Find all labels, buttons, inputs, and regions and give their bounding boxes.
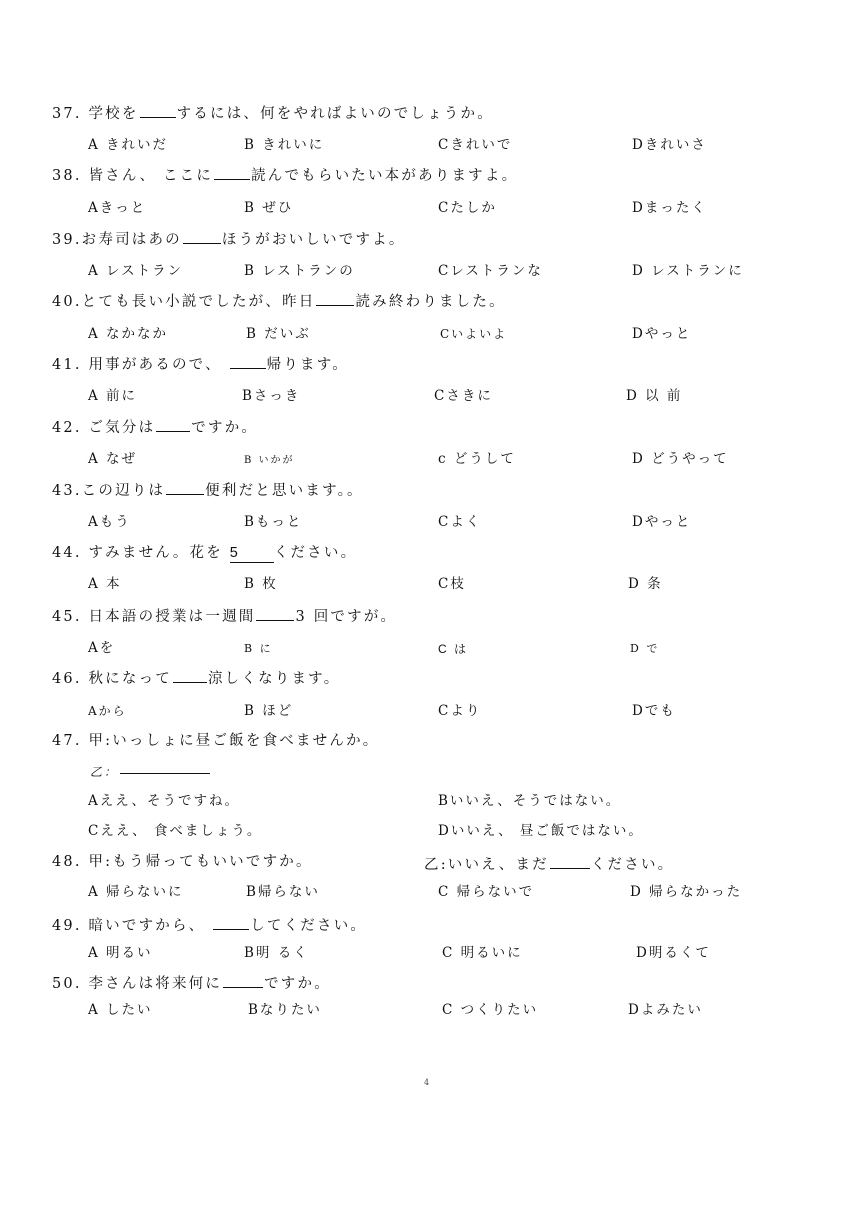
question-text: ですか。 (191, 420, 259, 436)
question-42 (52, 418, 258, 437)
question-text: 甲:もう帰ってもいいですか。 (88, 854, 313, 870)
option-a[interactable]: A なかなか (88, 326, 169, 342)
option-b[interactable]: Bもっと (244, 514, 303, 530)
question-text: 暗いですから、 (88, 918, 206, 934)
answer-blank (120, 773, 210, 774)
question-37 (52, 104, 494, 123)
option-c[interactable]: Cええ、 食べましょう。 (88, 823, 263, 839)
question-41 (52, 355, 349, 374)
option-c[interactable]: C は (438, 642, 469, 656)
answer-blank (183, 230, 221, 244)
answer-blank (316, 292, 354, 306)
question-text: 読み終わりました。 (355, 294, 506, 310)
option-a[interactable]: A したい (88, 1002, 153, 1018)
reply-text (424, 855, 674, 874)
option-b[interactable]: B いかが (244, 455, 295, 466)
option-b[interactable]: B に (244, 642, 273, 655)
option-b[interactable]: Bなりたい (248, 1002, 322, 1018)
question-number: 44. (52, 545, 82, 561)
question-text: ほうがおいしいですよ。 (221, 232, 406, 248)
question-text: この辺りは (81, 483, 166, 499)
answer-blank: 5 (230, 544, 274, 563)
option-d[interactable]: Dでも (632, 703, 676, 719)
question-text: 涼しくなります。 (207, 671, 341, 687)
question-text: ですか。 (264, 976, 331, 992)
answer-blank (213, 916, 249, 930)
question-number: 46. (52, 671, 82, 687)
option-b[interactable]: B 枚 (244, 576, 278, 592)
question-number: 48. (52, 854, 82, 870)
question-number: 41. (52, 357, 82, 373)
page-number: 4 (424, 1078, 430, 1087)
question-text: 便利だと思います。。 (205, 483, 364, 499)
question-text: 帰ります。 (266, 357, 349, 373)
option-a[interactable]: A 前に (88, 388, 138, 404)
question-text: 皆さん、 ここに (88, 168, 214, 184)
option-a[interactable]: A レストラン (88, 263, 184, 279)
option-a[interactable]: A 明るい (88, 945, 153, 961)
option-a[interactable]: A きれいだ (88, 137, 169, 153)
answer-blank (223, 974, 263, 988)
option-d[interactable]: D どうやって (632, 451, 729, 467)
answer-blank (140, 104, 176, 118)
answer-blank (156, 418, 190, 432)
option-b[interactable]: B ほど (244, 703, 294, 719)
question-text: すみません。花を (88, 545, 223, 561)
option-d[interactable]: D 帰らなかった (630, 884, 743, 900)
option-c[interactable]: Cさきに (434, 388, 493, 404)
answer-blank (256, 607, 294, 621)
question-number: 45. (52, 609, 82, 625)
option-c[interactable]: C 明るいに (442, 945, 523, 961)
question-number: 43. (52, 483, 82, 499)
option-c[interactable]: C つくりたい (442, 1002, 539, 1018)
option-c[interactable]: Cより (438, 703, 482, 719)
option-c[interactable]: c どうして (438, 451, 516, 467)
option-b[interactable]: Bさっき (242, 388, 301, 404)
option-b[interactable]: B レストランの (244, 263, 355, 279)
option-b[interactable]: B ぜひ (244, 200, 294, 216)
question-text: 用事があるので、 (88, 357, 222, 373)
option-c[interactable]: C 帰らないで (438, 884, 535, 900)
question-50 (52, 974, 331, 993)
question-45 (52, 607, 397, 626)
question-number: 49. (52, 918, 82, 934)
reply-prefix: 乙:いいえ、まだ (424, 857, 549, 873)
answer-blank (166, 481, 204, 495)
reply-label: 乙： (90, 765, 119, 779)
question-text: とても長い小説でしたが、昨日 (81, 294, 316, 310)
option-d[interactable]: Dまったく (632, 200, 707, 216)
question-text: するには、何をやればよいのでしょうか。 (176, 106, 494, 122)
option-a[interactable]: Aから (88, 704, 127, 718)
option-d[interactable]: D レストランに (632, 263, 744, 279)
question-43 (52, 481, 364, 500)
option-d[interactable]: Dきれいさ (632, 137, 707, 153)
question-number: 38. (52, 168, 82, 184)
question-text: してください。 (250, 918, 368, 934)
answer-blank (550, 855, 590, 869)
option-a[interactable]: A 本 (88, 576, 122, 592)
question-text: 学校を (88, 106, 139, 122)
question-47 (52, 732, 379, 750)
option-d[interactable]: Dやっと (632, 514, 692, 530)
option-b[interactable]: B だいぶ (246, 326, 311, 342)
answer-blank (230, 355, 266, 369)
option-d[interactable]: D 条 (628, 576, 663, 592)
question-number: 40. (52, 294, 82, 310)
option-c[interactable]: Cたしか (438, 200, 497, 216)
reply-suffix: ください。 (590, 857, 675, 873)
option-b[interactable]: B帰らない (246, 884, 320, 900)
option-b[interactable]: B きれいに (244, 137, 325, 153)
option-a[interactable]: Aもう (88, 514, 131, 530)
question-39 (52, 230, 406, 249)
option-b[interactable]: B明 るく (244, 945, 309, 961)
option-d[interactable]: D明るくて (636, 945, 711, 961)
option-c[interactable]: Cいよいよ (440, 327, 508, 341)
option-d[interactable]: D で (630, 642, 660, 655)
option-d[interactable]: D 以 前 (626, 388, 683, 404)
option-a[interactable]: Aを (88, 640, 116, 656)
option-c[interactable]: Cよく (438, 514, 482, 530)
question-text: 李さんは将来何に (88, 976, 223, 992)
question-text: お寿司はあの (81, 232, 182, 248)
question-text: 秋になって (88, 671, 172, 687)
option-c[interactable]: Cきれいで (438, 137, 513, 153)
question-38 (52, 166, 518, 185)
option-d[interactable]: Dやっと (632, 326, 692, 342)
option-c[interactable]: C枝 (438, 576, 466, 592)
question-number: 42. (52, 420, 82, 436)
question-text: ください。 (273, 545, 358, 561)
question-text: 甲:いっしょに昼ご飯を食べませんか。 (88, 733, 380, 749)
question-text: ご気分は (88, 420, 156, 436)
question-text: 読んでもらいたい本がありますよ。 (251, 168, 519, 184)
question-40 (52, 292, 506, 311)
question-48 (52, 853, 313, 871)
option-a[interactable]: A なぜ (88, 451, 138, 467)
option-d[interactable]: Dいいえ、 昼ご飯ではない。 (438, 823, 644, 839)
question-44 (52, 544, 357, 563)
option-a[interactable]: A 帰らないに (88, 884, 184, 900)
question-number: 50. (52, 976, 82, 992)
question-text: 日本語の授業は一週間 (88, 609, 256, 625)
option-c[interactable]: Cレストランな (438, 263, 543, 279)
option-d[interactable]: Dよみたい (628, 1002, 703, 1018)
question-text: 3 回ですが。 (295, 609, 398, 625)
question-49 (52, 916, 367, 935)
question-number: 37. (52, 106, 82, 122)
question-number: 47. (52, 733, 82, 749)
question-number: 39. (52, 232, 82, 248)
option-b[interactable]: Bいいえ、そうではない。 (438, 793, 622, 809)
question-46 (52, 669, 340, 688)
option-a[interactable]: Aええ、そうですね。 (88, 793, 241, 809)
option-a[interactable]: Aきっと (88, 200, 147, 216)
answer-blank (214, 166, 250, 180)
answer-blank (173, 669, 207, 683)
